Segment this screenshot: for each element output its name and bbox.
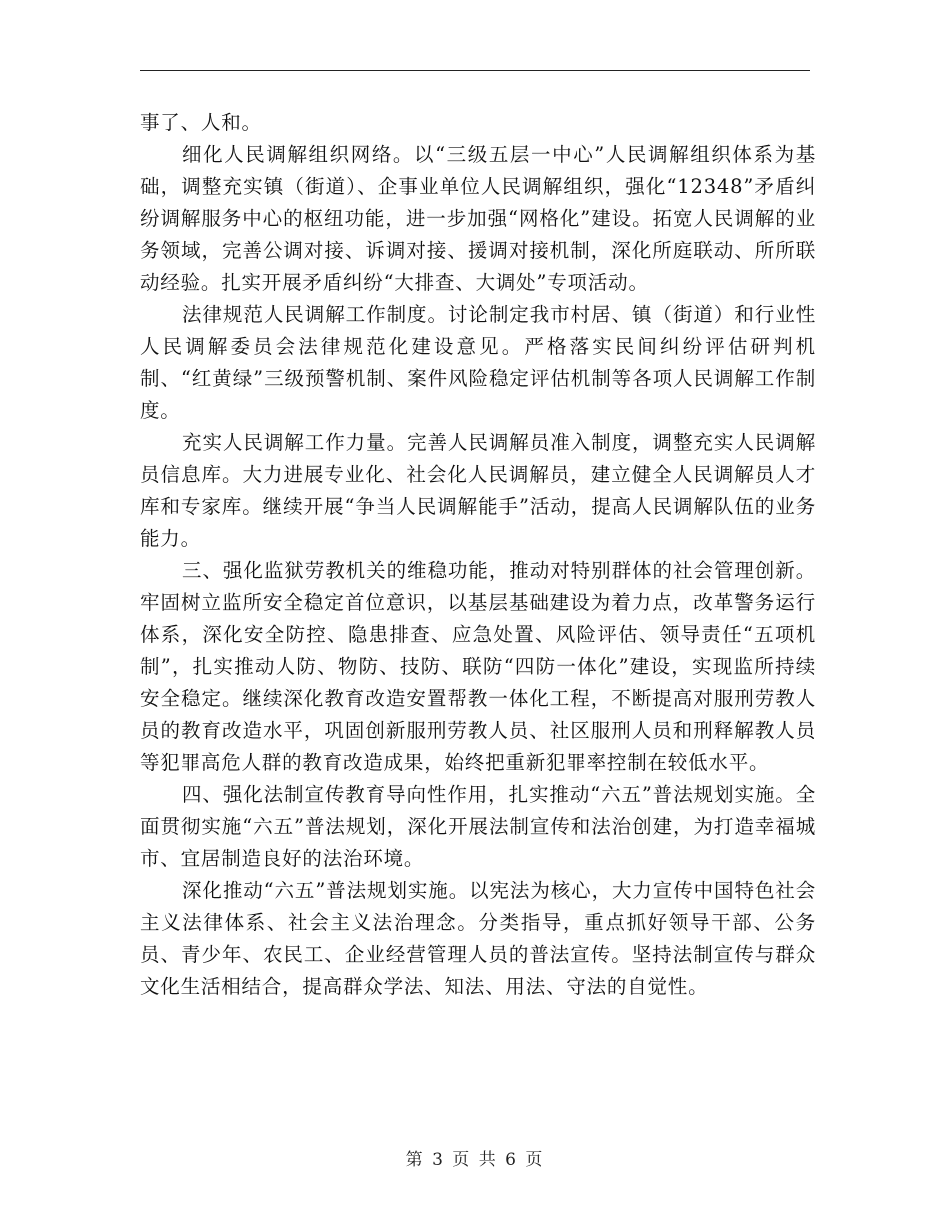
paragraph-law-popularization: 深化推动“六五”普法规划实施。以宪法为核心，大力宣传中国特色社会主义法律体系、社会主义法治理念。分类指导，重点抓好领导干部、公务员、青少年、农民工、企业经营管理人员的普法宣传。坚持法制宣传与群众文化生活相结合，提高群众学法、知法、用法、守法的自觉性。	[140, 879, 816, 998]
paragraph-mediation-rules: 法律规范人民调解工作制度。讨论制定我市村居、镇（街道）和行业性人民调解委员会法律规范化建设意见。严格落实民间纠纷评估研判机制、“红黄绿”三级预警机制、案件风险稳定评估机制等各项人民调解工作制度。	[140, 303, 816, 422]
page-number-footer: 第 3 页 共 6 页	[405, 1150, 545, 1170]
header-rule	[140, 70, 810, 71]
paragraph-prison-stability: 三、强化监狱劳教机关的维稳功能，推动对特别群体的社会管理创新。牢固树立监所安全稳定首位意识，以基层基础建设为着力点，改革警务运行体系，深化安全防控、隐患排查、应急处置、风险评估、领导责任“五项机制”，扎实推动人防、物防、技防、联防“四防一体化”建设，实现监所持续安全稳定。继续深化教育改造安置帮教一体化工程，不断提高对服刑劳教人员的教育改造水平，巩固创新服刑劳教人员、社区服刑人员和刑释解教人员等犯罪高危人群的教育改造成果，始终把重新犯罪率控制在较低水平。	[140, 559, 816, 774]
paragraph-mediation-network: 细化人民调解组织网络。以“三级五层一中心”人民调解组织体系为基础，调整充实镇（街道）、企事业单位人民调解组织，强化“12348”矛盾纠纷调解服务中心的枢纽功能，进一步加强“网格化”建设。拓宽人民调解的业务领域，完善公调对接、诉调对接、援调对接机制，深化所庭联动、所所联动经验。扎实开展矛盾纠纷“大排查、大调处”专项活动。	[140, 143, 816, 294]
paragraph-continuation: 事了、人和。	[140, 111, 262, 134]
document-body	[140, 107, 816, 1003]
paragraph-mediation-staff: 充实人民调解工作力量。完善人民调解员准入制度，调整充实人民调解员信息库。大力进展专业化、社会化人民调解员，建立健全人民调解员人才库和专家库。继续开展“争当人民调解能手”活动，提高人民调解队伍的业务能力。	[140, 431, 816, 550]
paragraph-legal-education: 四、强化法制宣传教育导向性作用，扎实推动“六五”普法规划实施。全面贯彻实施“六五”普法规划，深化开展法制宣传和法治创建，为打造幸福城市、宜居制造良好的法治环境。	[140, 783, 816, 870]
